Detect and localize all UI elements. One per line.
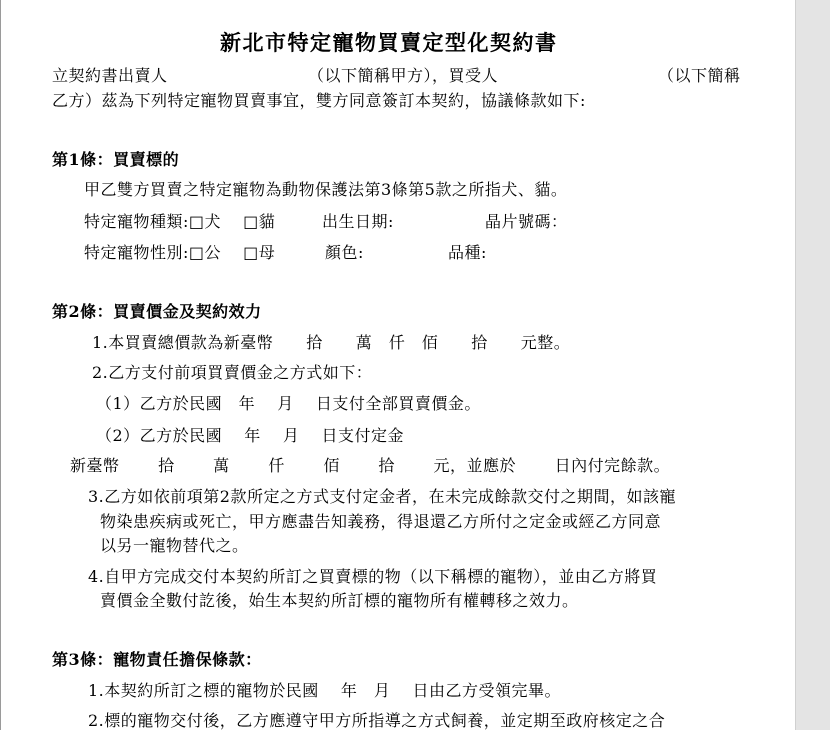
article-1-heading: 第1條：買賣標的 [52, 150, 180, 169]
article-2-clause-2-amount: 新臺幣 拾 萬 仟 佰 拾 元，並應於 日內付完餘款。 [70, 456, 671, 475]
page-left-edge [0, 0, 1, 730]
article-2-clause-3-line-2: 物染患疾病或死亡，甲方應盡告知義務，得退還乙方所付之定金或經乙方同意 [100, 512, 662, 531]
article-3-heading: 第3條：寵物責任擔保條款： [52, 650, 262, 669]
intro-line-2: 乙方）茲為下列特定寵物買賣事宜，雙方同意簽訂本契約，協議條款如下: [52, 91, 586, 110]
intro-buyer-label: （以下簡稱甲方），買受人 [308, 66, 499, 85]
article-2-clause-2-1: （1）乙方於民國 年 月 日支付全部買賣價金。 [96, 394, 481, 413]
article-3-clause-2: 2.標的寵物交付後，乙方應遵守甲方所指導之方式飼養，並定期至政府核定之合 [88, 711, 666, 730]
article-2-heading: 第2條：買賣價金及契約效力 [52, 302, 262, 321]
article-2-clause-3-line-1: 3.乙方如依前項第2款所定之方式支付定金者，在未完成餘款交付之期間，如該寵 [88, 487, 676, 506]
article-2-clause-4-line-1: 4.自甲方完成交付本契約所訂之買賣標的物（以下稱標的寵物），並由乙方將買 [88, 567, 658, 586]
article-2-clause-3-line-3: 以另一寵物替代之。 [100, 536, 249, 555]
document-title: 新北市特定寵物買賣定型化契約書 [220, 30, 558, 55]
article-2-clause-4-line-2: 賣價金全數付訖後，始生本契約所訂標的寵物所有權轉移之效力。 [100, 591, 579, 610]
article-3-clause-1: 1.本契約所訂之標的寵物於民國 年 月 日由乙方受領完畢。 [88, 681, 561, 700]
pet-sex-field: 特定寵物性別:□公 □母 [84, 243, 276, 262]
color-field: 顏色: [325, 243, 364, 262]
intro-seller-label: 立契約書出賣人 [52, 66, 168, 85]
article-2-clause-2: 2.乙方支付前項買賣價金之方式如下： [92, 363, 373, 382]
viewer-scrollbar[interactable] [795, 0, 830, 730]
article-1-paragraph: 甲乙雙方買賣之特定寵物為動物保護法第3條第5款之所指犬、貓。 [84, 180, 568, 199]
birth-date-field: 出生日期: [322, 212, 394, 231]
article-2-clause-2-2: （2）乙方於民國 年 月 日支付定金 [96, 426, 404, 445]
chip-number-field: 晶片號碼： [485, 212, 568, 231]
pet-species-field: 特定寵物種類:□犬 □貓 [84, 212, 276, 231]
breed-field: 品種: [448, 243, 487, 262]
article-2-clause-1: 1.本買賣總價款為新臺幣 拾 萬 仟 佰 拾 元整。 [92, 333, 571, 352]
intro-abbrev-label: （以下簡稱 [658, 66, 741, 85]
